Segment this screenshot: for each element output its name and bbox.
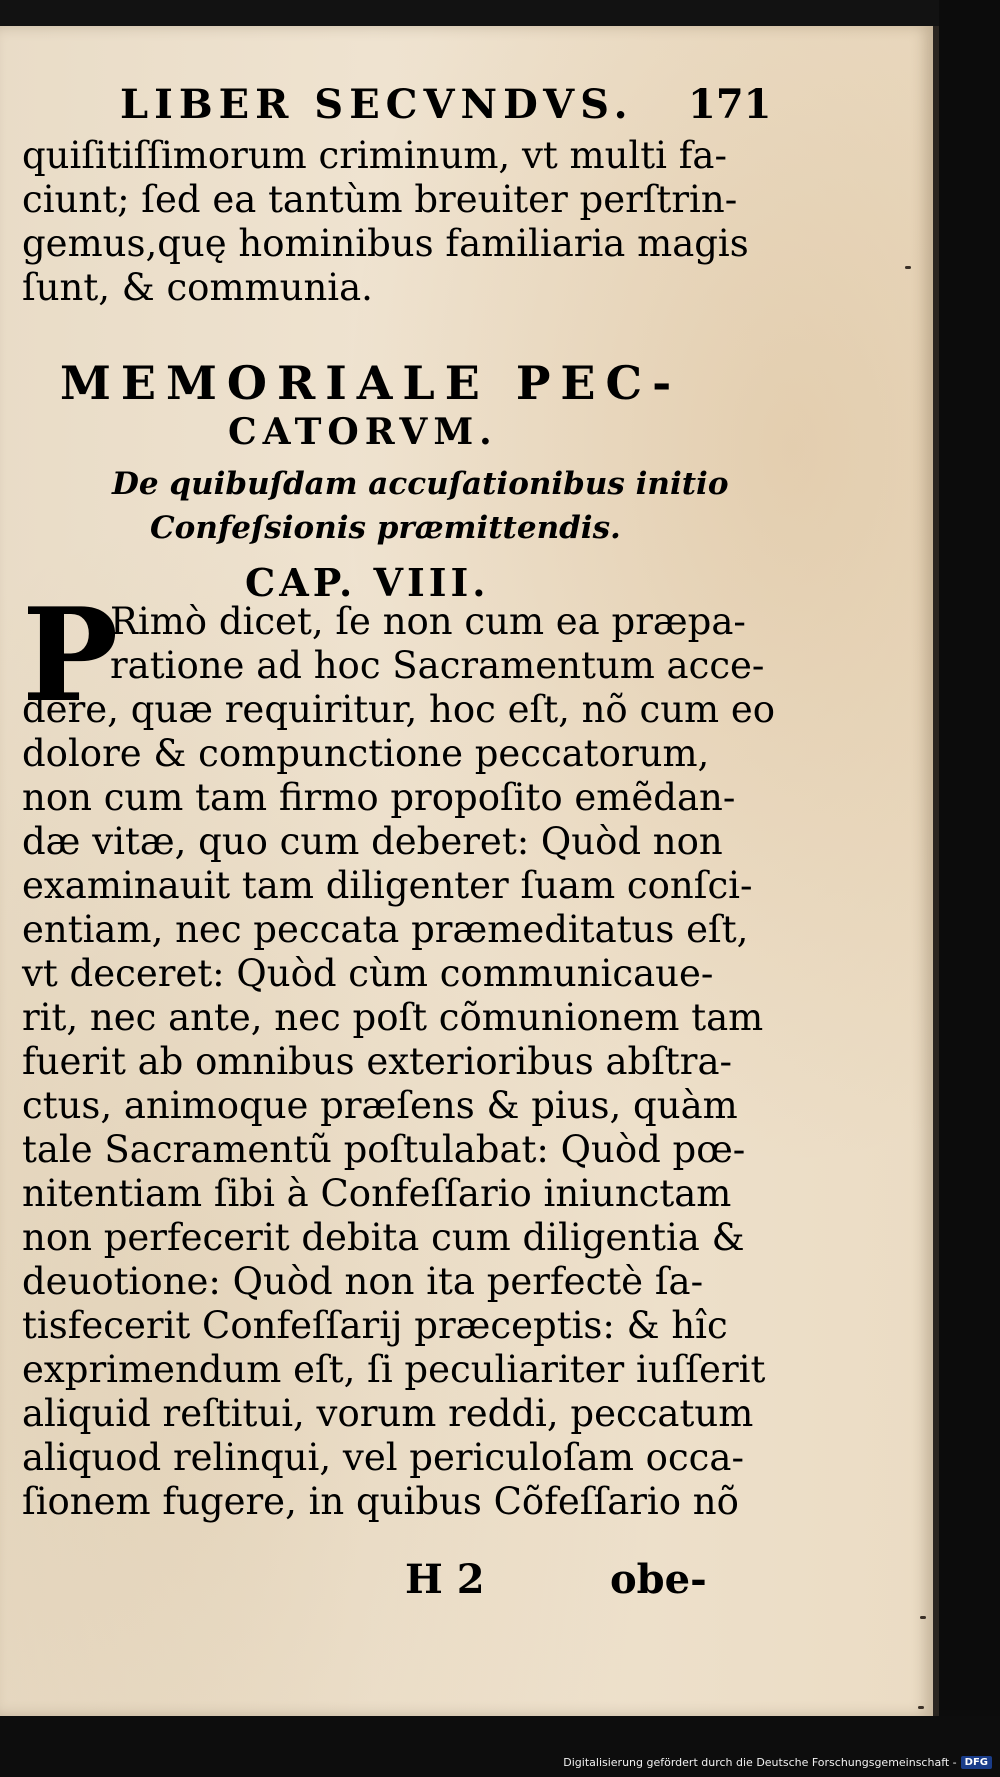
section-heading: MEMORIALE PEC- xyxy=(60,356,682,410)
intro-line: ciunt; ſed ea tantùm breuiter perſtrin- xyxy=(22,178,738,221)
body-line: non cum tam firmo propoſito emẽdan- xyxy=(22,776,736,819)
paper-speck xyxy=(905,266,911,269)
digitization-credit xyxy=(563,1756,992,1769)
paper-speck xyxy=(920,1616,926,1619)
paper-speck xyxy=(918,1706,924,1709)
section-subtitle: De quibuſdam accuſationibus initio xyxy=(112,466,729,502)
intro-line: quiſitiſſimorum criminum, vt multi fa- xyxy=(22,134,727,177)
body-line: aliquid reſtitui, vorum reddi, peccatum xyxy=(22,1392,754,1435)
drop-cap: P xyxy=(22,581,119,731)
body-line: dæ vitæ, quo cum deberet: Quòd non xyxy=(22,820,723,863)
body-line: non perfecerit debita cum diligentia & xyxy=(22,1216,745,1259)
book-page xyxy=(0,26,939,1716)
scan-right-margin xyxy=(939,0,1000,1777)
body-line: Rimò dicet, ſe non cum ea præpa- xyxy=(110,600,746,643)
body-line: vt deceret: Quòd cùm communicaue- xyxy=(22,952,714,995)
credit-text: Digitalisierung gefördert durch die Deutsche Forschungsgemeinschaft - xyxy=(563,1756,957,1769)
section-subtitle: Confeſsionis præmittendis. xyxy=(150,510,621,546)
section-heading-continued: CATORVM. xyxy=(228,411,498,453)
body-line: ratione ad hoc Sacramentum acce- xyxy=(110,644,765,687)
intro-line: ſunt, & communia. xyxy=(22,266,373,309)
body-line: tisfecerit Confeſſarij præceptis: & hîc xyxy=(22,1304,728,1347)
body-line: dere, quæ requiritur, hoc eſt, nõ cum eo xyxy=(22,688,776,731)
body-line: aliquod relinqui, vel periculoſam occa- xyxy=(22,1436,744,1479)
body-line: deuotione: Quòd non ita perfectè ſa- xyxy=(22,1260,704,1303)
page-number: 171 xyxy=(688,81,772,128)
signature-mark: H 2 xyxy=(405,1556,485,1603)
body-line: nitentiam ſibi à Confeſſario iniunctam xyxy=(22,1172,732,1215)
body-line: ſionem fugere, in quibus Cõfeſſario nõ xyxy=(22,1480,739,1523)
body-line: rit, nec ante, nec poſt cõmunionem tam xyxy=(22,996,764,1039)
body-line: entiam, nec peccata præmeditatus eſt, xyxy=(22,908,749,951)
body-line: exprimendum eſt, ſi peculiariter iuſſerit xyxy=(22,1348,766,1391)
body-line: ctus, animoque præſens & pius, quàm xyxy=(22,1084,738,1127)
running-head: LIBER SECVNDVS. xyxy=(120,81,634,128)
catchword: obe- xyxy=(610,1556,707,1603)
body-line: dolore & compunctione peccatorum, xyxy=(22,732,710,775)
intro-line: gemus,quę hominibus familiaria magis xyxy=(22,222,749,265)
chapter-number: CAP. VIII. xyxy=(245,560,490,605)
body-line: tale Sacramentũ poſtulabat: Quòd pœ- xyxy=(22,1128,746,1171)
dfg-logo: DFG xyxy=(961,1756,992,1769)
body-line: fuerit ab omnibus exterioribus abſtra- xyxy=(22,1040,733,1083)
body-line: examinauit tam diligenter ſuam conſci- xyxy=(22,864,753,907)
